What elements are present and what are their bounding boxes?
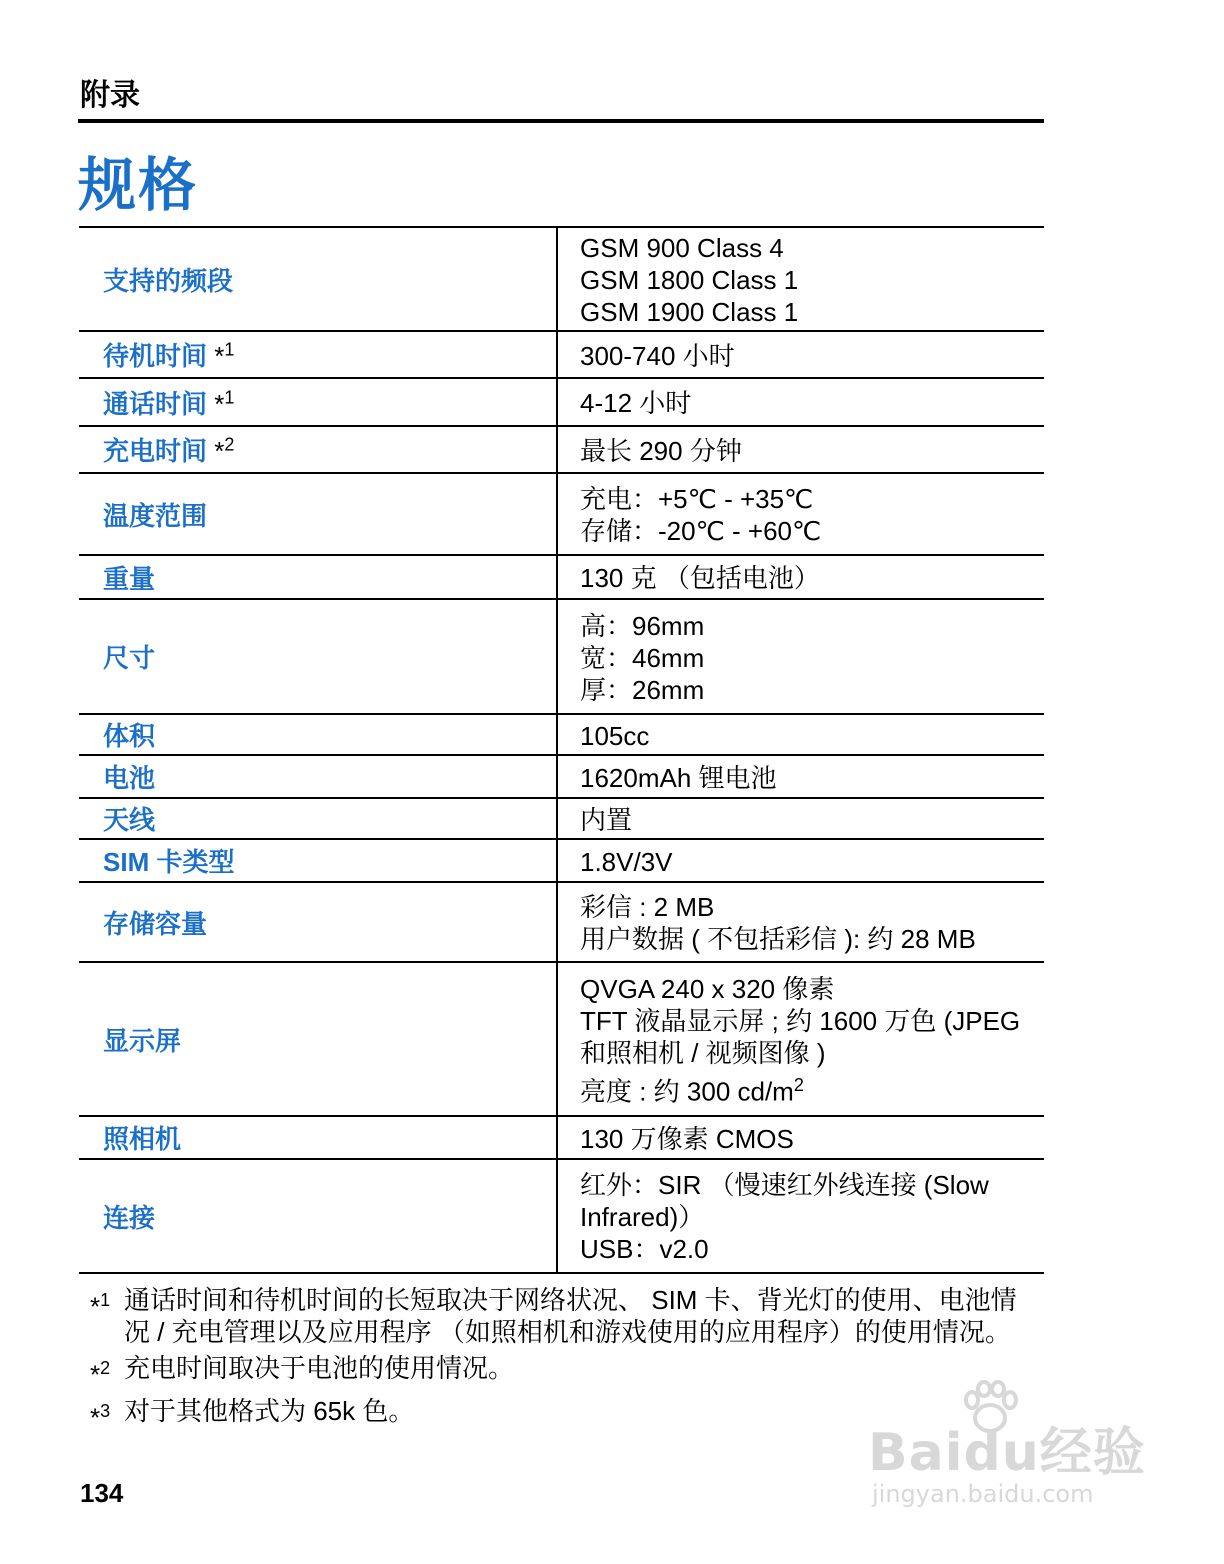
page-number: 134 xyxy=(80,1478,124,1508)
spec-value-text: 彩信 : 2 MB xyxy=(580,892,715,922)
spec-label: 温度范围 xyxy=(103,500,208,531)
spec-value-line xyxy=(580,435,1034,467)
spec-label-cell xyxy=(79,473,557,555)
watermark-url: jingyan.baidu.com xyxy=(872,1480,1094,1508)
spec-value-line xyxy=(580,483,1034,515)
spec-label-cell xyxy=(79,798,557,839)
footnote-mark xyxy=(90,1352,124,1391)
spec-label-cell xyxy=(79,962,557,1116)
spec-value-line xyxy=(580,1201,1034,1233)
footnote-marker: * xyxy=(207,341,225,371)
spec-value-line xyxy=(580,923,1034,955)
spec-value-line xyxy=(580,720,1034,752)
spec-row xyxy=(79,555,1044,599)
footnote-text: 通话时间和待机时间的长短取决于网络状况、 SIM 卡、背光灯的使用、电池情况 / 充电管理以及应用程序 （如照相机和游戏使用的应用程序）的使用情况。 xyxy=(124,1285,1017,1347)
spec-row xyxy=(79,714,1044,755)
spec-value-line xyxy=(580,610,1034,642)
spec-row xyxy=(79,755,1044,798)
spec-value-text: 宽：46mm xyxy=(580,642,705,673)
spec-label-cell xyxy=(79,1159,557,1273)
spec-value-cell xyxy=(557,1116,1044,1159)
spec-value-cell xyxy=(557,331,1044,378)
spec-value-text: 300-740 小时 xyxy=(580,340,735,371)
spec-value-line xyxy=(580,973,1034,1005)
watermark-logo xyxy=(868,1380,1158,1515)
spec-value-line xyxy=(580,232,1034,264)
spec-value-text: 存储：-20℃ - +60℃ xyxy=(580,516,822,546)
spec-value-cell xyxy=(557,839,1044,882)
spec-label-cell xyxy=(79,555,557,599)
spec-label: 电池 xyxy=(103,763,156,793)
footnote-number: 2 xyxy=(100,1358,111,1378)
footnote-asterisk: * xyxy=(90,1402,101,1433)
footnote-number: 3 xyxy=(100,1400,111,1421)
spec-row xyxy=(79,798,1044,839)
footnote-marker: * xyxy=(207,436,225,466)
footnote-number: 1 xyxy=(100,1290,111,1310)
footnote-text: 对于其他格式为 65k 色。 xyxy=(124,1395,415,1426)
spec-value-cell xyxy=(557,1159,1044,1273)
spec-value-text: 1.8V/3V xyxy=(580,846,673,877)
spec-label-cell xyxy=(79,1116,557,1159)
footnote xyxy=(90,1284,1040,1348)
spec-value-text: 130 万像素 CMOS xyxy=(580,1123,794,1154)
spec-label: 通话时间 xyxy=(103,388,208,419)
spec-value-cell xyxy=(557,378,1044,426)
spec-row xyxy=(79,426,1044,473)
spec-value-text: 130 克 （包括电池） xyxy=(580,563,820,593)
spec-value-text: 用户数据 ( 不包括彩信 ): 约 28 MB xyxy=(580,924,976,954)
spec-label: 尺寸 xyxy=(103,643,156,673)
spec-row xyxy=(79,331,1044,378)
footnote-asterisk: * xyxy=(90,1359,101,1390)
spec-value-text: GSM 1900 Class 1 xyxy=(580,297,799,327)
footnote-mark xyxy=(90,1284,124,1348)
spec-value-line xyxy=(580,1069,1034,1108)
spec-label: 连接 xyxy=(103,1202,156,1233)
spec-label: 待机时间 xyxy=(103,341,208,371)
spec-value-text: 高：96mm xyxy=(580,610,705,641)
spec-value-line xyxy=(580,891,1034,923)
spec-label: 重量 xyxy=(103,563,156,594)
spec-value-text: 红外：SIR （慢速红外线连接 (Slow xyxy=(580,1170,989,1200)
spec-value-cell xyxy=(557,714,1044,755)
footnote-mark xyxy=(90,1395,124,1434)
spec-label: 显示屏 xyxy=(103,1025,182,1056)
spec-value-text: 厚：26mm xyxy=(580,674,705,705)
spec-value-line xyxy=(580,340,1034,372)
spec-value-line xyxy=(580,846,1034,878)
spec-label: 照相机 xyxy=(103,1124,182,1154)
spec-label-cell xyxy=(79,599,557,714)
spec-value-text: 和照相机 / 视频图像 ) xyxy=(580,1037,826,1068)
page-title: 规格 xyxy=(78,153,199,218)
spec-label: SIM 卡类型 xyxy=(103,847,235,877)
spec-value-line xyxy=(580,387,1034,419)
spec-value-line xyxy=(580,804,1034,836)
spec-value-line xyxy=(580,1169,1034,1201)
spec-label-cell xyxy=(79,227,557,331)
spec-value-line xyxy=(580,264,1034,296)
spec-value-text: TFT 液晶显示屏 ; 约 1600 万色 (JPEG xyxy=(580,1005,1021,1036)
spec-row xyxy=(79,473,1044,555)
spec-value-text: 1620mAh 锂电池 xyxy=(580,762,777,793)
spec-row xyxy=(79,962,1044,1116)
unit-superscript: 2 xyxy=(793,1074,804,1095)
spec-value-cell xyxy=(557,755,1044,798)
spec-row xyxy=(79,839,1044,882)
spec-row xyxy=(79,882,1044,962)
spec-value-cell xyxy=(557,962,1044,1116)
spec-row xyxy=(79,378,1044,426)
section-label: 附录 xyxy=(80,79,140,112)
spec-value-cell xyxy=(557,882,1044,962)
spec-value-line xyxy=(580,1233,1034,1265)
spec-value-cell xyxy=(557,599,1044,714)
spec-value-text: 亮度 : 约 300 cd/m xyxy=(580,1076,794,1107)
spec-label: 充电时间 xyxy=(103,436,208,466)
spec-label-cell xyxy=(79,331,557,378)
spec-value-text: USB：v2.0 xyxy=(580,1234,709,1264)
spec-value-line xyxy=(580,642,1034,674)
spec-value-cell xyxy=(557,798,1044,839)
spec-row xyxy=(79,1159,1044,1273)
spec-label-cell xyxy=(79,426,557,473)
footnote-asterisk: * xyxy=(90,1291,101,1322)
spec-value-cell xyxy=(557,473,1044,555)
spec-label-cell xyxy=(79,755,557,798)
spec-value-text: Infrared)） xyxy=(580,1202,705,1232)
spec-label-cell xyxy=(79,378,557,426)
spec-value-line xyxy=(580,562,1034,594)
footnote-marker: * xyxy=(207,388,225,419)
spec-value-line xyxy=(580,674,1034,706)
section-divider xyxy=(78,119,1044,123)
spec-value-cell xyxy=(557,555,1044,599)
spec-value-line xyxy=(580,762,1034,794)
spec-label-cell xyxy=(79,882,557,962)
footnote-ref: 1 xyxy=(224,339,235,360)
spec-label-cell xyxy=(79,714,557,755)
specs-table xyxy=(79,226,1044,1274)
spec-value-line xyxy=(580,296,1034,328)
spec-value-text: QVGA 240 x 320 像素 xyxy=(580,973,835,1004)
spec-row xyxy=(79,1116,1044,1159)
spec-value-line xyxy=(580,1005,1034,1037)
spec-value-cell xyxy=(557,227,1044,331)
spec-label: 体积 xyxy=(103,721,156,751)
spec-value-text: 最长 290 分钟 xyxy=(580,435,742,466)
spec-value-text: 内置 xyxy=(580,804,633,835)
spec-label-cell xyxy=(79,839,557,882)
watermark-brand: Baidu经验 xyxy=(868,1423,1146,1483)
spec-row xyxy=(79,599,1044,714)
spec-value-text: GSM 900 Class 4 xyxy=(580,233,784,263)
footnote-ref: 2 xyxy=(224,434,235,455)
spec-value-line xyxy=(580,515,1034,547)
spec-row xyxy=(79,227,1044,331)
spec-value-cell xyxy=(557,426,1044,473)
spec-value-text: 4-12 小时 xyxy=(580,388,692,418)
footnote-ref: 1 xyxy=(224,386,235,407)
spec-value-text: GSM 1800 Class 1 xyxy=(580,265,799,295)
spec-label: 支持的频段 xyxy=(103,265,234,296)
spec-value-text: 105cc xyxy=(580,720,650,751)
spec-value-line xyxy=(580,1037,1034,1069)
footnote-text: 充电时间取决于电池的使用情况。 xyxy=(124,1353,515,1383)
spec-label: 天线 xyxy=(103,805,156,835)
spec-value-line xyxy=(580,1123,1034,1155)
spec-label: 存储容量 xyxy=(103,908,208,939)
spec-value-text: 充电：+5℃ - +35℃ xyxy=(580,484,814,514)
